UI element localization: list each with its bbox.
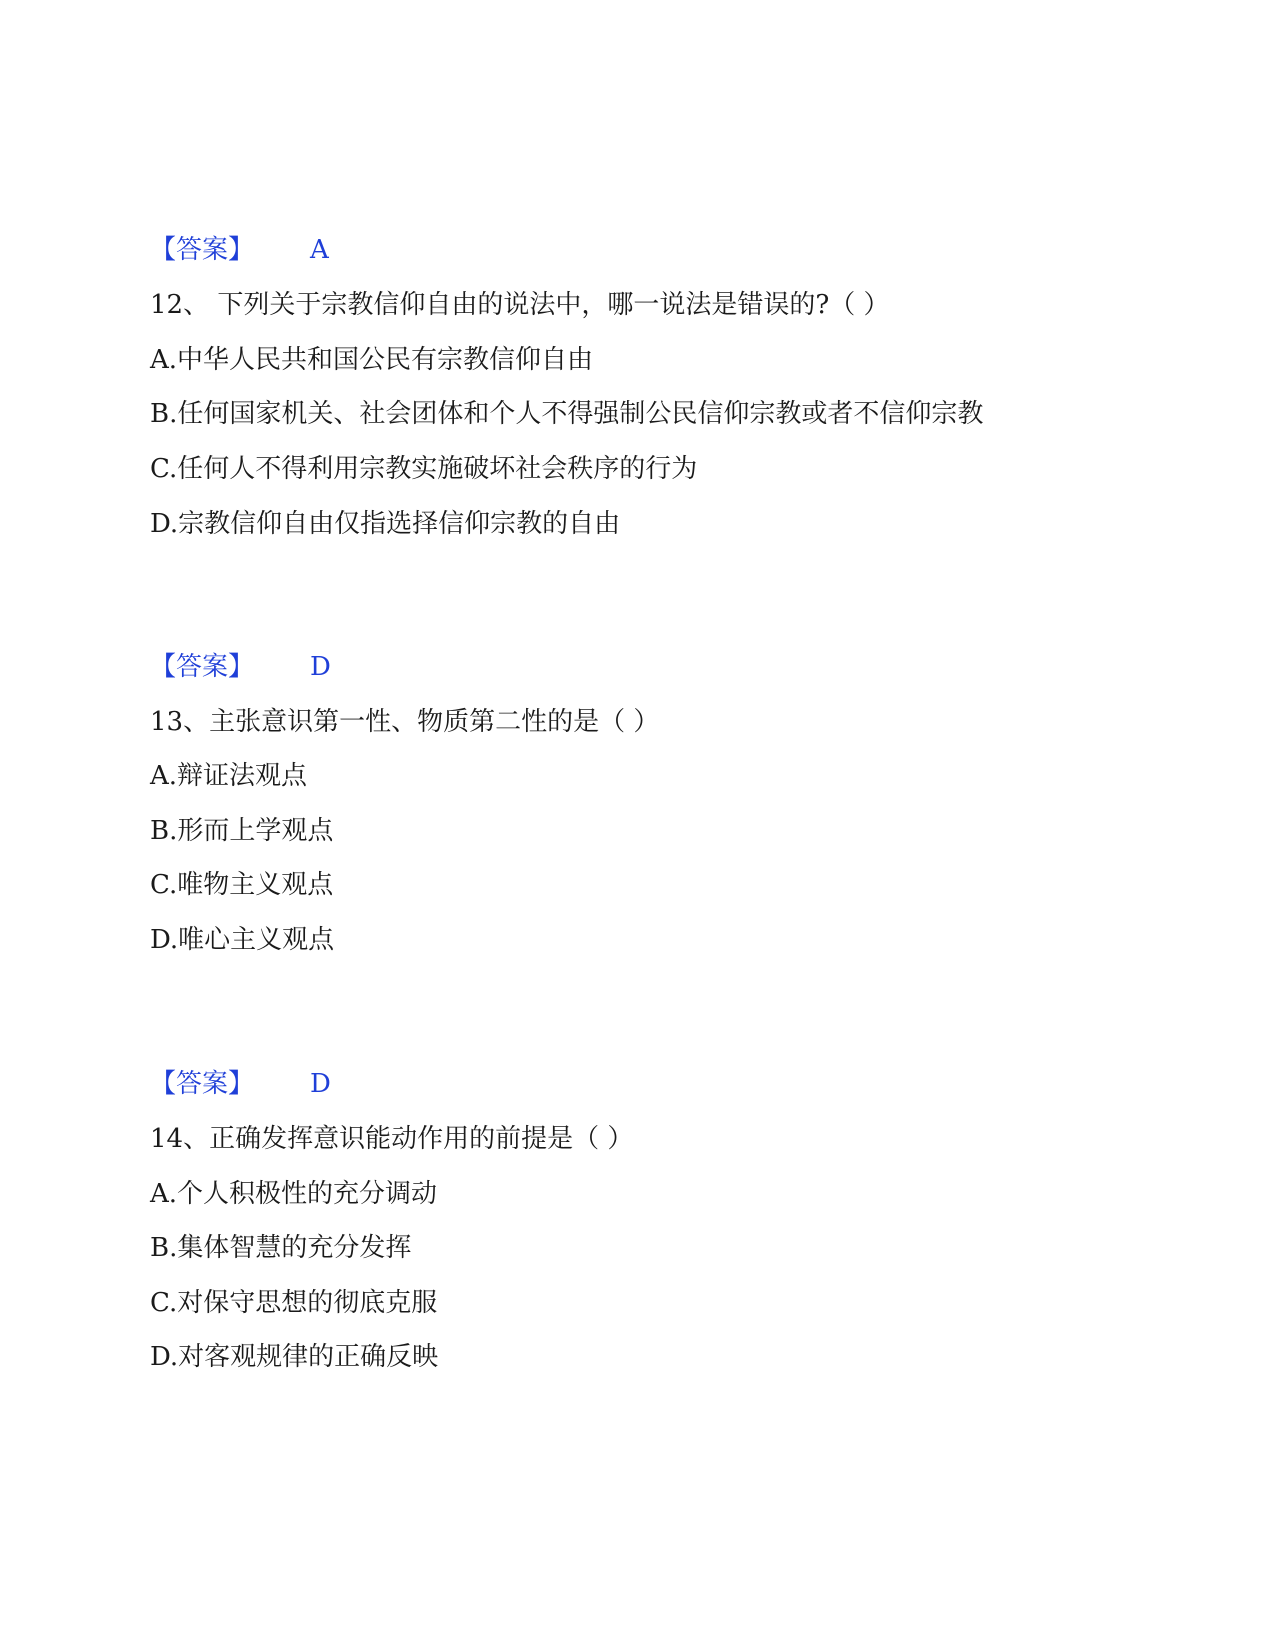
option-b: B.任何国家机关、社会团体和个人不得强制公民信仰宗教或者不信仰宗教 xyxy=(150,399,984,429)
option-a: A.中华人民共和国公民有宗教信仰自由 xyxy=(150,345,594,375)
question-text: 14、正确发挥意识能动作用的前提是（ ） xyxy=(150,1124,634,1154)
question-text: 13、主张意识第一性、物质第二性的是（ ） xyxy=(150,707,660,737)
option-c: C.对保守思想的彻底克服 xyxy=(150,1288,438,1318)
option-c: C.唯物主义观点 xyxy=(150,870,334,900)
option-c: C.任何人不得利用宗教实施破坏社会秩序的行为 xyxy=(150,454,698,484)
question-text: 12、 下列关于宗教信仰自由的说法中，哪一说法是错误的?（ ） xyxy=(150,290,890,320)
option-a: A.个人积极性的充分调动 xyxy=(150,1179,438,1209)
answer-line xyxy=(150,651,331,683)
answer-label: 【答案】 xyxy=(150,1069,255,1099)
answer-label: 【答案】 xyxy=(150,235,255,265)
option-d: D.对客观规律的正确反映 xyxy=(150,1342,439,1372)
option-d: D.唯心主义观点 xyxy=(150,925,335,955)
option-d: D.宗教信仰自由仅指选择信仰宗教的自由 xyxy=(150,509,621,539)
option-b: B.集体智慧的充分发挥 xyxy=(150,1233,412,1263)
answer-value: D xyxy=(310,652,331,682)
answer-line xyxy=(150,1068,331,1100)
option-b: B.形而上学观点 xyxy=(150,816,334,846)
answer-label: 【答案】 xyxy=(150,652,255,682)
answer-value: D xyxy=(310,1069,331,1099)
answer-value: A xyxy=(310,235,329,265)
answer-line xyxy=(150,234,329,266)
option-a: A.辩证法观点 xyxy=(150,761,308,791)
